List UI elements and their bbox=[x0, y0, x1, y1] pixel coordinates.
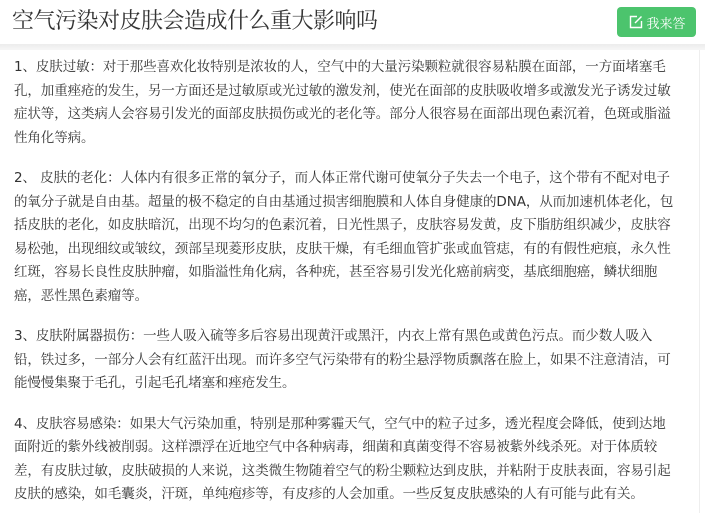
question-header bbox=[0, 0, 705, 44]
answer-button[interactable] bbox=[617, 7, 696, 37]
answer-paragraph-3: 3、皮肤附属器损伤：一些人吸入硫等多后容易出现黄汗或黑汗，内衣上常有黑色或黄色污点。而少数人吸入铅，铁过多，一部分人会有红蓝汗出现。而许多空气污染带有的粉尘悬浮物质飘落在脸上，如果不注意清洁，可能慢慢集聚于毛孔，引起毛孔堵塞和痤疮发生。 bbox=[14, 328, 671, 391]
answer-paragraph-4: 4、皮肤容易感染：如果大气污染加重，特别是那种雾霾天气，空气中的粒子过多，透光程度会降低，使到达地面附近的紫外线被削弱。这样漂浮在近地空气中各种病毒，细菌和真菌变得不容易被紫外线杀死。对于体质较差，有皮肤过敏，皮肤破损的人来说，这类微生物随着空气的粉尘颗粒达到皮肤，并粘附于皮肤表面，容易引起皮肤的感染，如毛囊炎，汗斑，单纯疱疹等，有皮疹的人会加重。一些反复皮肤感染的人有可能与此有关。 bbox=[14, 415, 671, 502]
answer-button-label: 我来答 bbox=[646, 16, 686, 32]
page-title: 空气污染对皮肤会造成什么重大影响吗 bbox=[12, 9, 378, 34]
answer-paragraph-1: 1、皮肤过敏：对于那些喜欢化妆特别是浓妆的人，空气中的大量污染颗粒就很容易粘膜在面部，一方面堵塞毛孔，加重痤疮的发生，另一方面还是过敏原或光过敏的激发剂，使光在面部的皮肤吸收增多或激发光子诱发过敏症状等，这类病人会容易引发光的面部皮肤损伤或光的老化等。部分人很容易在面部出现色素沉着，色斑或脂溢性角化等病。 bbox=[14, 59, 671, 146]
answer-paragraph-2: 2、 皮肤的老化：人体内有很多正常的氧分子，而人体正常代谢可使氧分子失去一个电子，这个带有不配对电子的氧分子就是自由基。超量的极不稳定的自由基通过损害细胞膜和人体自身健康的DNA，从而加速机体老化，包括皮肤的老化，如皮肤暗沉，出现不均匀的色素沉着，日光性黑子，皮肤容易发黄，皮下脂肪组织减少，皮肤容易松弛，出现细纹或皱纹，颈部呈现菱形皮肤，皮肤干燥，有毛细血管扩张或血管痣，有的有假性疤痕，永久性红斑，容易长良性皮肤肿瘤，如脂溢性角化病，各种疣，甚至容易引发光化癌前病变，基底细胞癌，鳞状细胞癌，恶性黑色素瘤等。 bbox=[14, 170, 674, 304]
answer-content bbox=[0, 50, 700, 513]
edit-icon bbox=[629, 15, 643, 29]
